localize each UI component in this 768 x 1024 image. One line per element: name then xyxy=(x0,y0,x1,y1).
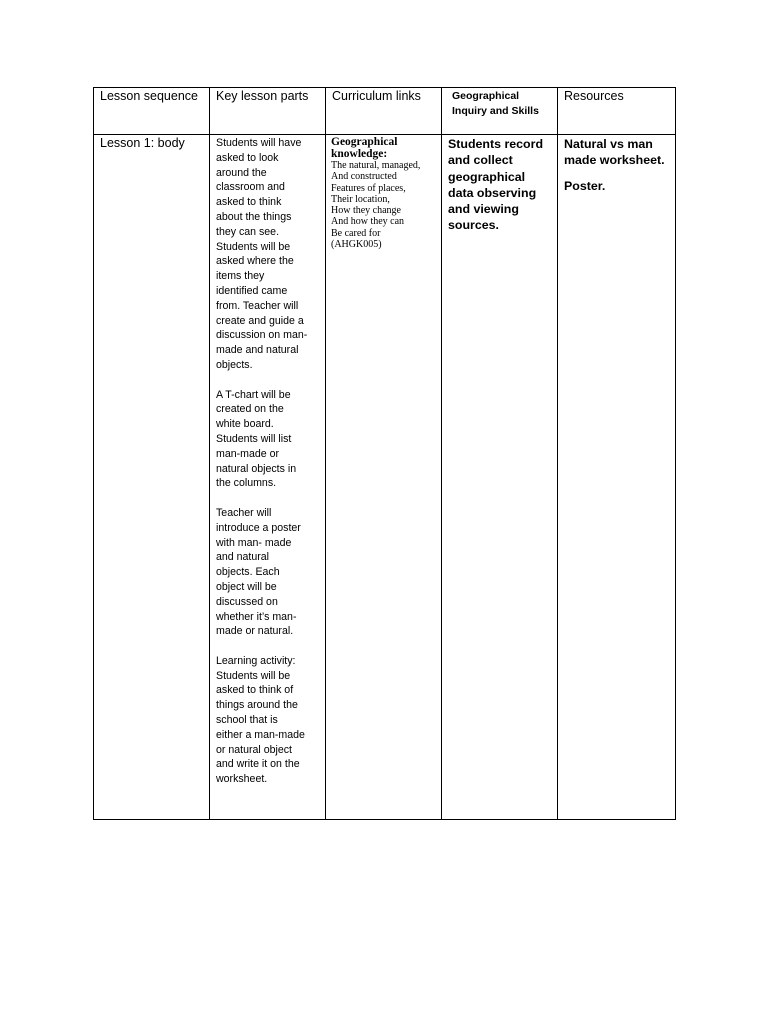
curriculum-body: The natural, managed, And constructed Features of places, Their location, How they change And how they can Be cared for (AHGK005) xyxy=(331,160,421,251)
header-cell-geographical-inquiry xyxy=(442,88,558,135)
lesson-title: Lesson 1: body xyxy=(100,136,185,150)
key-part-paragraph: Teacher will introduce a poster with man- made and natural objects. Each object will be discussed on whether it’s man- made or natural. xyxy=(216,506,301,638)
key-part-paragraph: Students will have asked to look around the classroom and asked to think about the things they can see. Students will be asked where the items they identified came from. Teacher will create and guide a discussion on man- made and natural objects. xyxy=(216,137,308,371)
header-curriculum-links: Curriculum links xyxy=(332,89,421,103)
header-geographical-inquiry: Geographical Inquiry and Skills xyxy=(452,90,539,117)
header-cell-key-lesson-parts xyxy=(210,88,326,135)
cell-geographical-inquiry xyxy=(442,135,558,820)
key-lesson-parts-text xyxy=(210,135,325,787)
key-part-paragraph: A T-chart will be created on the white board. Students will list man-made or natural objects in the columns. xyxy=(216,388,297,490)
cell-lesson-sequence xyxy=(94,135,210,820)
table-row xyxy=(94,135,676,820)
header-cell-curriculum-links xyxy=(326,88,442,135)
resources-list xyxy=(558,135,675,194)
table-header-row xyxy=(94,88,676,135)
cell-curriculum-links xyxy=(326,135,442,820)
resource-item: Natural vs man made worksheet. xyxy=(564,137,665,168)
key-part-paragraph: Learning activity: Students will be asked to think of things around the school that is either a man-made or natural object and write it on the worksheet. xyxy=(216,654,305,786)
header-resources: Resources xyxy=(564,89,624,103)
header-cell-lesson-sequence xyxy=(94,88,210,135)
header-cell-resources xyxy=(558,88,676,135)
curriculum-heading: Geographical knowledge: xyxy=(331,136,398,160)
cell-key-lesson-parts xyxy=(210,135,326,820)
header-lesson-sequence: Lesson sequence xyxy=(100,89,198,103)
inquiry-skills-text: Students record and collect geographical data observing and viewing sources. xyxy=(448,137,544,233)
header-key-lesson-parts: Key lesson parts xyxy=(216,89,309,103)
lesson-plan-table xyxy=(93,87,676,820)
cell-resources xyxy=(558,135,676,820)
resource-item: Poster. xyxy=(564,178,606,193)
